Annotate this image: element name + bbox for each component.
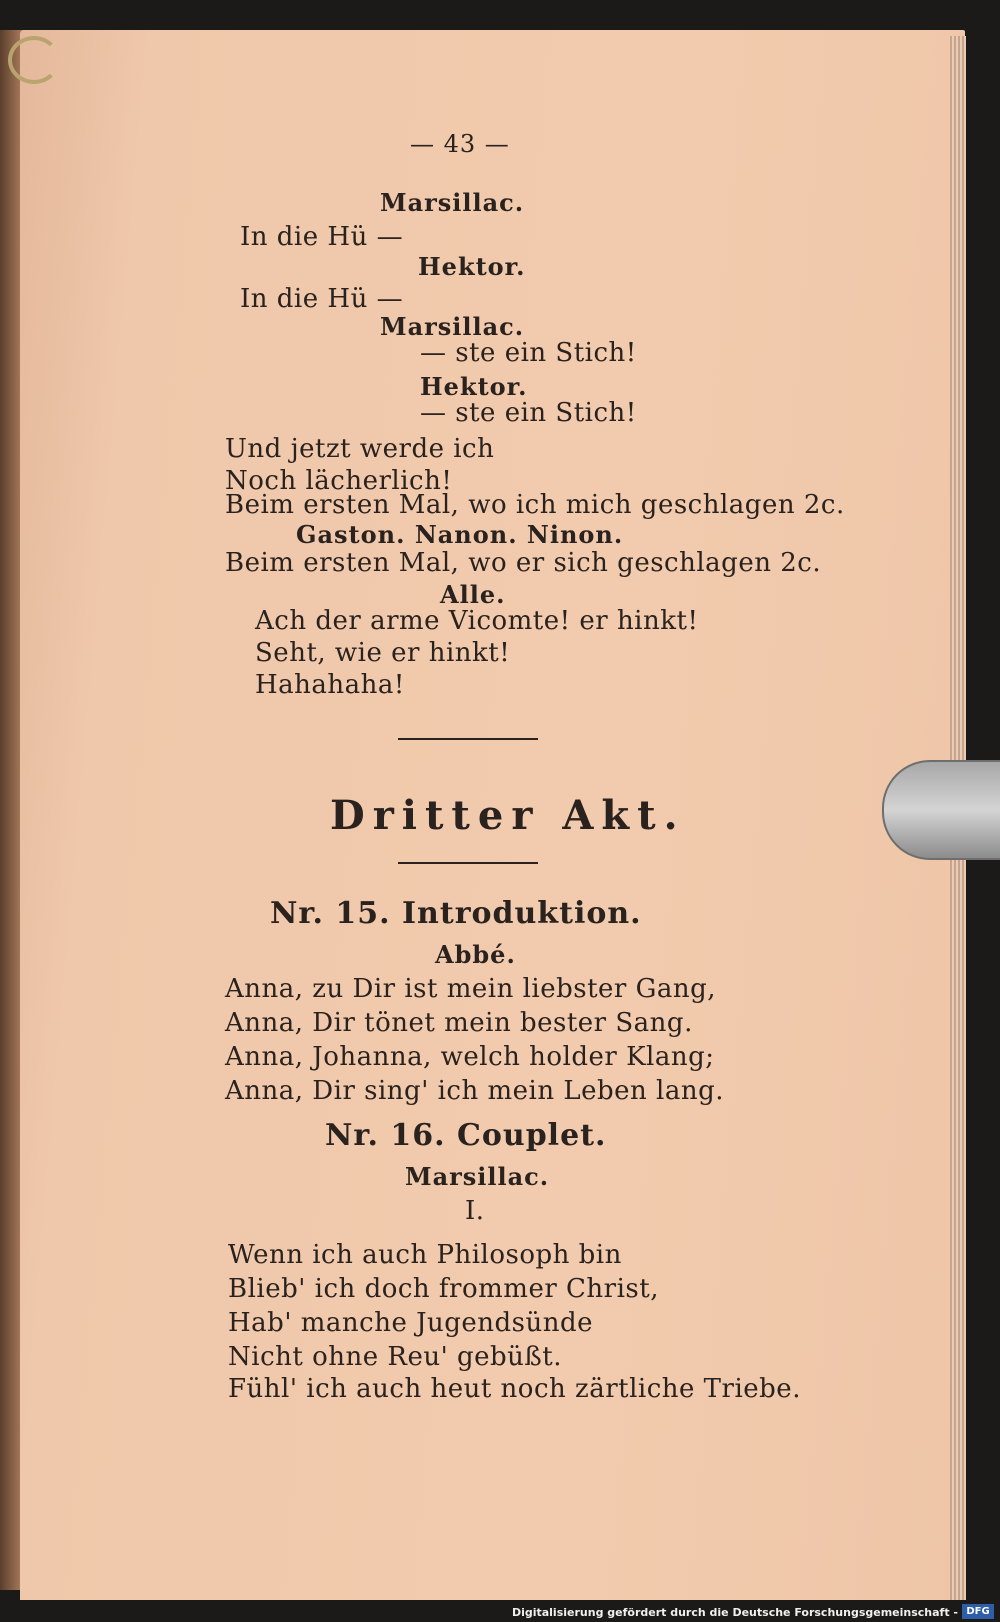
verse-line: — ste ein Stich! <box>420 398 637 428</box>
verse-line: Ach der arme Vicomte! er hinkt! <box>255 606 699 636</box>
speaker-alle: Alle. <box>440 580 506 609</box>
speaker-marsillac: Marsillac. <box>380 312 525 341</box>
section-heading-16: Nr. 16. Couplet. <box>325 1118 607 1153</box>
verse-line: Hab' manche Jugendsünde <box>228 1308 594 1338</box>
verse-line: Hahahaha! <box>255 670 405 700</box>
dfg-logo: DFG <box>962 1604 994 1619</box>
divider-rule <box>398 862 538 864</box>
verse-line: Anna, zu Dir ist mein liebster Gang, <box>225 974 717 1004</box>
verse-line: Noch lächerlich! <box>225 466 453 496</box>
verse-line: Anna, Dir tönet mein bester Sang. <box>225 1008 693 1038</box>
verse-line: Seht, wie er hinkt! <box>255 638 511 668</box>
divider-rule <box>398 738 538 740</box>
verse-line: In die Hü — <box>240 284 404 314</box>
verse-line: In die Hü — <box>240 222 404 252</box>
verse-number: I. <box>465 1196 485 1226</box>
verse-line: Beim ersten Mal, wo ich mich geschlagen 2c. <box>225 490 845 520</box>
speaker-hektor: Hektor. <box>420 372 528 401</box>
page-number: — 43 — <box>410 130 510 158</box>
verse-line: Nicht ohne Reu' gebüßt. <box>228 1342 562 1372</box>
speaker-marsillac: Marsillac. <box>380 188 525 217</box>
act-title: Dritter Akt. <box>330 792 686 839</box>
speaker-abbe: Abbé. <box>435 940 516 969</box>
speaker-hektor: Hektor. <box>418 252 526 281</box>
footer-credit: Digitalisierung gefördert durch die Deutsche Forschungsgemeinschaft - <box>511 1606 958 1619</box>
verse-line: Und jetzt werde ich <box>225 434 495 464</box>
verse-line: — ste ein Stich! <box>420 338 637 368</box>
verse-line: Anna, Dir sing' ich mein Leben lang. <box>225 1076 725 1106</box>
binding-ring <box>8 36 60 84</box>
verse-line: Anna, Johanna, welch holder Klang; <box>225 1042 715 1072</box>
verse-line: Blieb' ich doch frommer Christ, <box>228 1274 659 1304</box>
section-heading-15: Nr. 15. Introduktion. <box>270 896 642 931</box>
speaker-marsillac: Marsillac. <box>405 1162 550 1191</box>
page-clip <box>882 760 1000 860</box>
verse-line: Fühl' ich auch heut noch zärtliche Triebe. <box>228 1374 801 1404</box>
footer-bar <box>0 1600 1000 1622</box>
verse-line: Wenn ich auch Philosoph bin <box>228 1240 622 1270</box>
speakers-group: Gaston. Nanon. Ninon. <box>296 520 624 549</box>
verse-line: Beim ersten Mal, wo er sich geschlagen 2c. <box>225 548 822 578</box>
